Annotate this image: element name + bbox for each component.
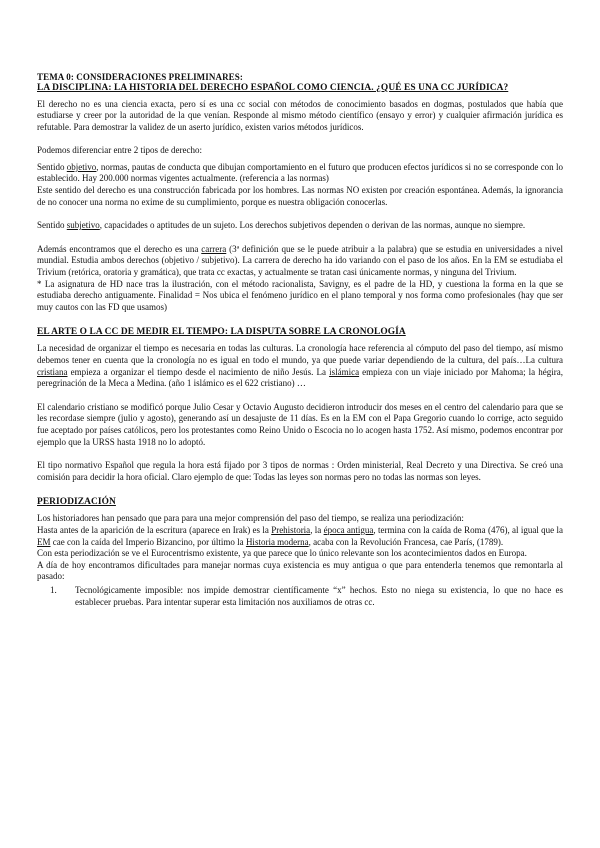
periodization-paragraph-2	[37, 525, 563, 548]
modern-history-term: Historia moderna	[245, 536, 309, 547]
time-regulation-paragraph: El tipo normativo Español que regula la hora está fijado por 3 tipos de normas : Orden ministerial, Real Decreto y una Directiva. Se creó una comisión para decidir la hora oficial. Claro ejemplo de que: Todas las leyes son normas pero no todas las normas son leyes.	[37, 460, 563, 482]
subjective-term: subjetivo	[66, 220, 100, 231]
page-title: LA DISCIPLINA: LA HISTORIA DEL DERECHO ESPAÑOL COMO CIENCIA. ¿QUÉ ES UNA CC JURÍDICA?	[37, 82, 509, 93]
section-heading-chronology: EL ARTE O LA CC DE MEDIR EL TIEMPO: LA DISPUTA SOBRE LA CRONOLOGÍA	[37, 327, 406, 338]
middle-ages-term: EM	[37, 536, 51, 547]
periodization-paragraph-1: Los historiadores han pensado que para para una mejor comprensión del paso del tiempo, se realiza una periodización:	[37, 513, 464, 524]
objective-term: objetivo	[66, 161, 97, 172]
subjective-sense-paragraph	[37, 220, 563, 232]
chronology-text-b: empieza a organizar el tiempo desde el nacimiento de niño Jesús. La	[67, 366, 330, 377]
calendar-paragraph: El calendario cristiano se modificó porque Julio Cesar y Octavio Augusto decidieron introducir dos meses en el centro del calendario para que se les recordase siempre (julio y agosto), generando así un desajuste de 11 días. Es en la EM con el Papa Gregorio cuando lo corrige, acto seguido fue aceptado por países católicos, pero los protestantes como Reino Unido o Escocia no lo acogen hasta 1752. Así mismo, podemos encontrar por ejemplo que la URSS hasta 1918 no lo adoptó.	[37, 401, 563, 447]
periodization-text-d: cae con la caída del Imperio Bizancino, por último la	[50, 536, 246, 547]
difficulties-list	[37, 585, 563, 608]
career-text: (3ª definición que se le puede atribuir a la palabra) que se estudia en universidades a nivel mundial. Estudia ambos derechos (objetivo / subjetivo). La carrera de derecho ha ido variando con el paso de los años. En la EM se estudiaba el Trivium (retórica, oratoria y gramática), que trata cc exactas, y actualmente se tratan casi únicamente normas, y ninguna del Trivium.	[37, 243, 563, 278]
islamic-term: islámica	[329, 366, 360, 377]
list-item-text: Tecnológicamente imposible: nos impide demostrar científicamente “x” hechos. Esto no niega su existencia, lo que no hace es establecer pruebas. Para intentar superar esta limitación nos auxiliamos de otras cc.	[75, 584, 563, 607]
objective-sense-paragraph	[37, 162, 563, 185]
chronology-paragraph-1	[37, 343, 563, 389]
eurocentrism-paragraph: Con esta periodización se ve el Eurocentrismo existente, ya que parece que lo único relevante son los acontecimientos dados en Europa.	[37, 548, 527, 559]
objective-sense-prefix: Sentido	[37, 161, 67, 172]
career-paragraph	[37, 244, 563, 279]
prehistory-term: Prehistoria	[271, 524, 311, 535]
document-page	[37, 72, 563, 608]
section-heading-periodization: PERIODIZACIÓN	[37, 497, 116, 508]
subjective-sense-prefix: Sentido	[37, 220, 67, 231]
periodization-text-e: , acaba con la Revolución Francesa, cae París, (1789).	[308, 536, 504, 547]
objective-sense-text: , normas, pautas de conducta que dibujan comportamiento en el futuro que producen efectos jurídicos si no se corresponde con lo establecido. Hay 200.000 normas vigentes actualmente. (referencia a las normas)	[37, 161, 563, 184]
topic-label: TEMA 0: CONSIDERACIONES PRELIMINARES:	[37, 72, 243, 82]
periodization-text-a: Hasta antes de la aparición de la escritura (aparece en Irak) es la	[37, 524, 272, 535]
ancient-era-term: época antigua	[323, 524, 374, 535]
career-term: carrera	[201, 243, 227, 254]
career-prefix: Además encontramos que el derecho es una	[37, 243, 202, 254]
hd-note-paragraph: * La asignatura de HD nace tras la ilustración, con el método racionalista, Savigny, es el padre de la HD, y cuestiona la forma en la que se estudiaba derecho antiguamente. Finalidad = Nos ubica el fenómeno jurídico en el plano temporal y nos forma como profesionales (hay que ser muy cautos con las FD que usamos)	[37, 278, 563, 312]
construction-paragraph: Este sentido del derecho es una construcción fabricada por los hombres. Las normas NO existen por creación espontánea. Además, la ignorancia de no conocer una norma no exime de su cumplimiento, porque es nuestra obligación conocerlas.	[37, 185, 563, 207]
chronology-text-c: empieza con un viaje iniciado por Mahoma; la hégira, peregrinación de la Meca a Medina. (año 1 islámico es el 622 cristiano) …	[37, 366, 563, 389]
christian-term: cristiana	[37, 366, 68, 377]
intro-paragraph-1: El derecho no es una ciencia exacta, pero sí es una cc social con métodos de conocimiento basados en dogmas, postulados que había que estudiarse y creer por la autoridad de la que venían. Responde al mismo método científico (ensayo y error) y cualquier afirmación jurídica es refutable. Para demostrar la validez de un aserto jurídico, existen varios métodos jurídicos.	[37, 98, 563, 132]
periodization-text-c: , termina con la caída de Roma (476), al igual que la	[373, 524, 563, 535]
list-item	[37, 585, 563, 608]
chronology-text-a: La necesidad de organizar el tiempo es necesaria en todas las culturas. La cronología hace referencia al cómputo del paso del tiempo, así mismo debemos tener en cuenta que la cronología no es igual en todo el mundo, ya que puede variar dependiendo de la cultura, del país…La cultura	[37, 343, 563, 365]
subjective-sense-text: , capacidades o aptitudes de un sujeto. Los derechos subjetivos dependen o derivan de las normas, aunque no siempre.	[99, 220, 526, 231]
periodization-text-b: , la	[310, 524, 324, 535]
list-item-number: 1.	[50, 584, 57, 595]
difficulties-paragraph: A día de hoy encontramos dificultades para manejar normas cuya existencia es muy antigua o que para entenderla tenemos que remontarla al pasado:	[37, 559, 563, 582]
intro-paragraph-2: Podemos diferenciar entre 2 tipos de derecho:	[37, 145, 202, 156]
